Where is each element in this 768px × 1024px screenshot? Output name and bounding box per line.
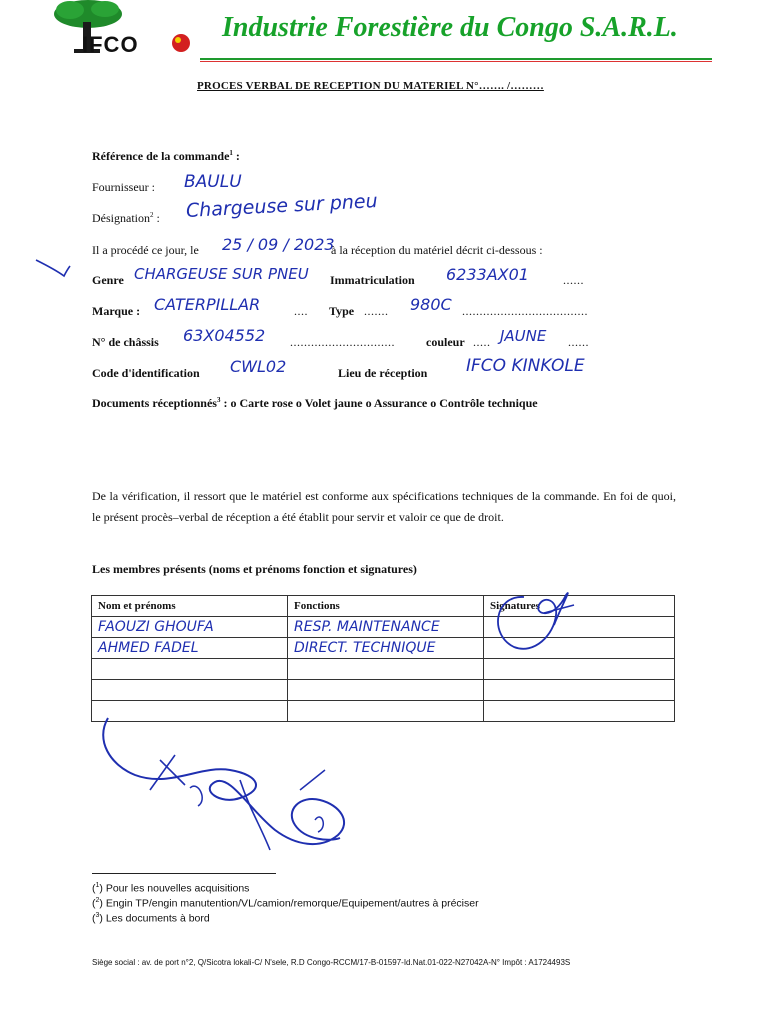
type-label: Type bbox=[329, 304, 355, 318]
footnote-3: ($^3$) Les documents à bord bbox=[92, 912, 210, 925]
couleur-dots-pre: ..... bbox=[473, 335, 491, 349]
footnote-1: ($^1$) Pour les nouvelles acquisitions bbox=[92, 882, 250, 895]
procede-prefix: Il a procédé ce jour, le bbox=[92, 243, 199, 257]
date-value: 25 / 09 / 2023 bbox=[222, 235, 335, 254]
couleur-label: couleur bbox=[426, 335, 465, 349]
table-cell bbox=[288, 659, 484, 680]
header-rule-green bbox=[200, 58, 712, 60]
marque-dots: .... bbox=[294, 304, 308, 318]
chassis-value: 63X04552 bbox=[183, 326, 266, 345]
code-label: Code d'identification bbox=[92, 366, 200, 380]
couleur-value: JAUNE bbox=[500, 327, 547, 345]
immat-value: 6233AX01 bbox=[446, 265, 529, 284]
table-cell bbox=[484, 701, 675, 722]
immat-label: Immatriculation bbox=[330, 273, 415, 287]
table-cell bbox=[92, 659, 288, 680]
members-table bbox=[91, 595, 675, 722]
marque-value: CATERPILLAR bbox=[154, 295, 261, 314]
table-row bbox=[92, 617, 675, 638]
type-value: 980C bbox=[410, 295, 452, 314]
document-title: PROCES VERBAL DE RECEPTION DU MATERIEL N°……. /……… bbox=[197, 80, 544, 92]
lieu-value: IFCO KINKOLE bbox=[466, 356, 585, 376]
lieu-label: Lieu de réception bbox=[338, 366, 428, 380]
code-value: CWL02 bbox=[230, 357, 287, 376]
footer-address: Siège social : av. de port n°2, Q/Sicotra lokali-C/ N'sele, R.D Congo-RCCM/17-B-01597-Id.Nat.01-022-N27042A-N° Impôt : A1724493S bbox=[92, 958, 571, 967]
designation-label: Désignation$^2$ : bbox=[92, 211, 160, 225]
column-header: Nom et prénoms bbox=[92, 596, 288, 617]
marque-label: Marque : bbox=[92, 304, 141, 318]
verification-paragraph: De la vérification, il ressort que le matériel est conforme aux spécifications techniques de la commande. En foi de quoi, le présent procès–verbal de réception a été établit pour servir et valoir ce que de droit. bbox=[92, 489, 676, 524]
couleur-dots-post: ...... bbox=[568, 335, 589, 349]
genre-label: Genre bbox=[92, 273, 124, 287]
check-mark-icon bbox=[34, 256, 74, 280]
company-name: Industrie Forestière du Congo S.A.R.L. bbox=[222, 12, 678, 43]
table-cell: RESP. MAINTENANCE bbox=[288, 617, 484, 638]
table-row bbox=[92, 680, 675, 701]
documents-options: o Carte rose o Volet jaune o Assurance o Contrôle technique bbox=[230, 396, 538, 410]
reference-label: Référence de la commande$^1$ : bbox=[92, 149, 240, 163]
table-cell bbox=[92, 680, 288, 701]
genre-value: CHARGEUSE SUR PNEU bbox=[134, 265, 309, 283]
table-cell bbox=[484, 680, 675, 701]
footnote-rule bbox=[92, 873, 276, 874]
fournisseur-label: Fournisseur : bbox=[92, 180, 155, 194]
table-row bbox=[92, 659, 675, 680]
immat-dots: ...... bbox=[563, 273, 584, 287]
table-cell bbox=[288, 680, 484, 701]
documents-line: Documents réceptionnés$^3$ : o Carte rose o Volet jaune o Assurance o Contrôle technique bbox=[92, 396, 538, 410]
signature-table bbox=[484, 585, 584, 660]
logo-text: IFCO bbox=[82, 32, 139, 57]
chassis-label: N° de châssis bbox=[92, 335, 159, 349]
type-dots-post: .................................... bbox=[462, 304, 588, 318]
table-row bbox=[92, 638, 675, 659]
table-cell bbox=[484, 659, 675, 680]
designation-value: Chargeuse sur pneu bbox=[185, 189, 379, 222]
header-rule-red bbox=[200, 61, 712, 62]
table-cell: FAOUZI GHOUFA bbox=[92, 617, 288, 638]
column-header: Signatures bbox=[484, 596, 675, 617]
column-header: Fonctions bbox=[288, 596, 484, 617]
type-dots-pre: ....... bbox=[364, 304, 389, 318]
table-cell: DIRECT. TECHNIQUE bbox=[288, 638, 484, 659]
signature-large bbox=[90, 710, 370, 870]
footnote-2: ($^2$) Engin TP/engin manutention/VL/camion/remorque/Equipement/autres à préciser bbox=[92, 897, 479, 910]
procede-suffix: à la réception du matériel décrit ci-dessous : bbox=[331, 243, 543, 257]
fournisseur-value: BAULU bbox=[184, 172, 242, 192]
chassis-dots: .............................. bbox=[290, 335, 395, 349]
table-cell: AHMED FADEL bbox=[92, 638, 288, 659]
members-heading: Les membres présents (noms et prénoms fonction et signatures) bbox=[92, 562, 417, 576]
table-header-row bbox=[92, 596, 675, 617]
